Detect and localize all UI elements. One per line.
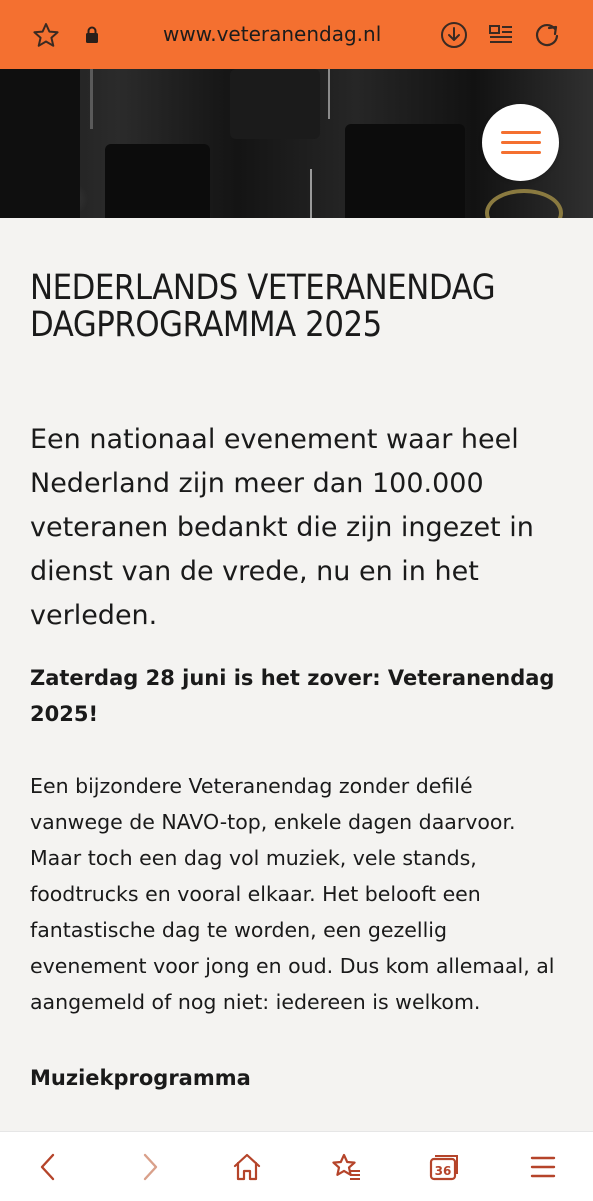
lock-icon bbox=[85, 26, 99, 48]
section-heading: Muziekprogramma bbox=[30, 1066, 251, 1090]
reader-mode-icon[interactable] bbox=[488, 23, 514, 51]
tabs-icon[interactable] bbox=[428, 1152, 460, 1186]
browser-address-bar bbox=[0, 0, 593, 69]
main-content bbox=[30, 270, 570, 344]
page-title: NEDERLANDS VETERANENDAG DAGPROGRAMMA 2025 bbox=[30, 268, 496, 345]
hamburger-menu-button[interactable] bbox=[482, 104, 559, 181]
forward-icon[interactable] bbox=[138, 1152, 162, 1186]
browser-bottom-toolbar bbox=[0, 1131, 593, 1201]
home-icon[interactable] bbox=[232, 1152, 262, 1186]
body-paragraph: Een bijzondere Veteranendag zonder defilé vanwege de NAVO-top, enkele dagen daarvoor. Maar toch een dag vol muziek, vele stands, foodtrucks en vooral elkaar. Het belooft een fantastische dag te worden, een gezellig evenement voor jong en oud. Dus kom allemaal, al aangemeld of nog niet: iedereen is welkom. bbox=[30, 774, 555, 1014]
star-icon[interactable] bbox=[32, 22, 60, 52]
hamburger-line bbox=[501, 131, 541, 134]
tabs-count: 36 bbox=[434, 1164, 452, 1178]
reload-icon[interactable] bbox=[533, 21, 561, 53]
announcement-text: Zaterdag 28 juni is het zover: Veteranendag 2025! bbox=[30, 666, 555, 726]
hamburger-line bbox=[501, 151, 541, 154]
menu-icon[interactable] bbox=[530, 1152, 556, 1186]
bookmarks-icon[interactable] bbox=[330, 1152, 362, 1186]
download-icon[interactable] bbox=[440, 21, 468, 53]
lead-paragraph: Een nationaal evenement waar heel Nederland zijn meer dan 100.000 veteranen bedankt die zijn ingezet in dienst van de vrede, nu en in het verleden. bbox=[30, 424, 534, 631]
hamburger-line bbox=[501, 141, 541, 144]
back-icon[interactable] bbox=[36, 1152, 60, 1186]
url-text[interactable]: www.veteranendag.nl bbox=[163, 22, 382, 46]
